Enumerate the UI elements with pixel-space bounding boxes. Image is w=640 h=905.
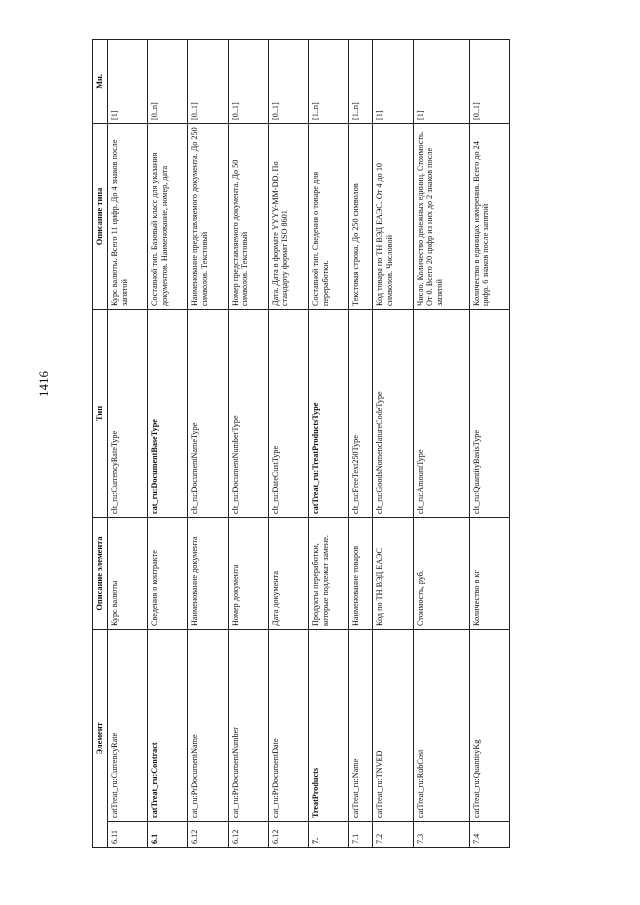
row-element: cat_ru:PrDocumentDate bbox=[268, 629, 308, 821]
row-multiplicity: [1] bbox=[373, 39, 413, 123]
row-number: 6.1 bbox=[148, 822, 188, 848]
row-multiplicity: [0..1] bbox=[228, 39, 268, 123]
header-type-description: Описание типа bbox=[93, 123, 108, 309]
row-number: 7.1 bbox=[349, 822, 373, 848]
row-element-description: Количество в кг bbox=[469, 517, 509, 629]
header-type: Тип bbox=[93, 309, 108, 517]
row-element: catTreat_ru:QuantityKg bbox=[469, 629, 509, 821]
row-type-description: Номер представляемого документа. До 50 символов. Текстовый bbox=[228, 123, 268, 309]
row-element: catTreat_ru:Contract bbox=[148, 629, 188, 821]
row-type-description: Код товара по ТН ВЭД ЕАЭС. От 4 до 10 символов. Числовой bbox=[373, 123, 413, 309]
row-element-description: Стоимость, руб. bbox=[413, 517, 469, 629]
row-element-description: Номер документа bbox=[228, 517, 268, 629]
table-row bbox=[373, 39, 413, 847]
row-element: catTreat_ru:CurrencyRate bbox=[107, 629, 147, 821]
header-multiplicity: Мн. bbox=[93, 39, 108, 123]
table-row bbox=[148, 39, 188, 847]
row-multiplicity: [0..1] bbox=[268, 39, 308, 123]
row-number: 7. bbox=[308, 822, 348, 848]
row-element: catTreat_ru:TNVED bbox=[373, 629, 413, 821]
row-number: 6.12 bbox=[268, 822, 308, 848]
row-element-description: Наименование товаров bbox=[349, 517, 373, 629]
row-type-description: Текстовая строка. До 250 символов bbox=[349, 123, 373, 309]
row-element-description: Продукты переработки, которые подлежат замене. bbox=[308, 517, 348, 629]
row-multiplicity: [1..n] bbox=[349, 39, 373, 123]
table-row bbox=[107, 39, 147, 847]
header-element-description: Описание элемента bbox=[93, 517, 108, 629]
row-element-description: Сведения о контракте bbox=[148, 517, 188, 629]
row-multiplicity: [0..n] bbox=[148, 39, 188, 123]
table-row bbox=[308, 39, 348, 847]
row-type: clt_ru:DocumentNumberType bbox=[228, 309, 268, 517]
row-number: 6.12 bbox=[188, 822, 228, 848]
row-multiplicity: [1] bbox=[413, 39, 469, 123]
table-row bbox=[349, 39, 373, 847]
row-type: catTreat_ru:TreatProductsType bbox=[308, 309, 348, 517]
header-element: Элемент bbox=[93, 629, 108, 847]
table-row bbox=[469, 39, 509, 847]
row-multiplicity: [0..1] bbox=[469, 39, 509, 123]
row-element-description: Наименование документа bbox=[188, 517, 228, 629]
row-number: 7.3 bbox=[413, 822, 469, 848]
table-row bbox=[228, 39, 268, 847]
row-type-description: Составной тип. Сведения о товаре для переработки. bbox=[308, 123, 348, 309]
row-type-description: Наименование представляемого документа. До 250 символов. Текстовый bbox=[188, 123, 228, 309]
row-type-description: Составной тип. Базовый класс для указания документов. Наименование, номер, дата bbox=[148, 123, 188, 309]
rotated-table-container bbox=[92, 66, 510, 848]
row-number: 6.11 bbox=[107, 822, 147, 848]
row-type: clt_ru:GoodsNomenclatureCodeType bbox=[373, 309, 413, 517]
row-type: clt_ru:FreeText250Type bbox=[349, 309, 373, 517]
row-element: TreatProducts bbox=[308, 629, 348, 821]
row-element: catTreat_ru:Name bbox=[349, 629, 373, 821]
row-type: cat_ru:DocumentBaseType bbox=[148, 309, 188, 517]
row-element-description: Код по ТН ВЭД ЕАЭС bbox=[373, 517, 413, 629]
row-multiplicity: [1] bbox=[107, 39, 147, 123]
row-element: catTreat_ru:RubCost bbox=[413, 629, 469, 821]
page-number: 1416 bbox=[36, 371, 51, 397]
row-type-description: Курс валюты. Всего 11 цифр. До 4 знаков после запятой bbox=[107, 123, 147, 309]
row-type: clt_ru:DateCustType bbox=[268, 309, 308, 517]
row-multiplicity: [1..n] bbox=[308, 39, 348, 123]
table-row bbox=[268, 39, 308, 847]
row-type-description: Число. Количество денежных единиц. Стоимость. От 0. Всего 20 цифр из них до 2 знаков после запятой bbox=[413, 123, 469, 309]
table-header-row bbox=[93, 39, 108, 847]
row-type: clt_ru:DocumentNameType bbox=[188, 309, 228, 517]
row-type: clt_ru:QuantityBasisType bbox=[469, 309, 509, 517]
row-type: clt_ru:AmountType bbox=[413, 309, 469, 517]
row-multiplicity: [0..1] bbox=[188, 39, 228, 123]
row-type: clt_ru:CurrencyRateType bbox=[107, 309, 147, 517]
row-element-description: Дата документа bbox=[268, 517, 308, 629]
table-row bbox=[188, 39, 228, 847]
row-element: cat_ru:PrDocumentName bbox=[188, 629, 228, 821]
row-element-description: Курс валюты bbox=[107, 517, 147, 629]
row-number: 7.4 bbox=[469, 822, 509, 848]
row-type-description: Количество в единицах измерения. Всего до 24 цифр. 6 знаков после запятой bbox=[469, 123, 509, 309]
table-row bbox=[413, 39, 469, 847]
row-type-description: Дата. Дата в формате YYYY-MM-DD. По стандарту формат ISO 8601 bbox=[268, 123, 308, 309]
row-number: 7.2 bbox=[373, 822, 413, 848]
row-element: cat_ru:PrDocumentNumber bbox=[228, 629, 268, 821]
schema-table bbox=[92, 39, 510, 848]
row-number: 6.12 bbox=[228, 822, 268, 848]
